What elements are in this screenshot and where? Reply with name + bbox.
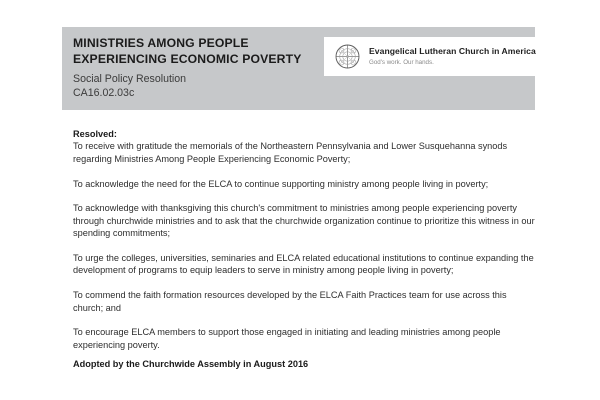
resolution-paragraph: To acknowledge with thanksgiving this church's commitment to ministries among people experiencing poverty through churchwide ministries and to ask that the churchwide organization continue to prioritize this witness in our spending commitments; (73, 203, 535, 239)
logo-wordmark (369, 46, 536, 67)
document-subtitle: Social Policy Resolution (73, 73, 187, 85)
resolved-heading: Resolved: (73, 129, 117, 139)
resolution-body (73, 128, 535, 351)
organization-tagline: God's work. Our hands. (369, 59, 434, 66)
resolution-paragraph: To urge the colleges, universities, seminaries and ELCA related educational institutions to continue expanding the development of programs to equip leaders to serve in ministry among people living in poverty; (73, 253, 534, 276)
resolution-paragraph: To acknowledge the need for the ELCA to continue supporting ministry among people living in poverty; (73, 178, 489, 189)
resolution-paragraph: To commend the faith formation resources developed by the ELCA Faith Practices team for use across this church; and (73, 290, 507, 313)
organization-name: Evangelical Lutheran Church in America (369, 46, 536, 56)
organization-logo-box (324, 37, 535, 76)
document-number: CA16.02.03c (73, 86, 135, 99)
adoption-statement: Adopted by the Churchwide Assembly in August 2016 (73, 359, 309, 369)
page-title-line-1: MINISTRIES AMONG PEOPLE (73, 36, 249, 50)
document-header-band (62, 27, 535, 110)
page-title (73, 36, 328, 67)
header-text-block (73, 36, 328, 100)
resolution-paragraph: To receive with gratitude the memorials of the Northeastern Pennsylvania and Lower Susquehanna synods regarding Ministries Among People Experiencing Economic Poverty; (73, 141, 508, 164)
resolution-paragraph: To encourage ELCA members to support those engaged in initiating and leading ministries among people experiencing poverty. (73, 327, 501, 350)
page-title-line-2: EXPERIENCING ECONOMIC POVERTY (73, 51, 302, 66)
celtic-cross-circle-emblem-icon (335, 44, 360, 69)
